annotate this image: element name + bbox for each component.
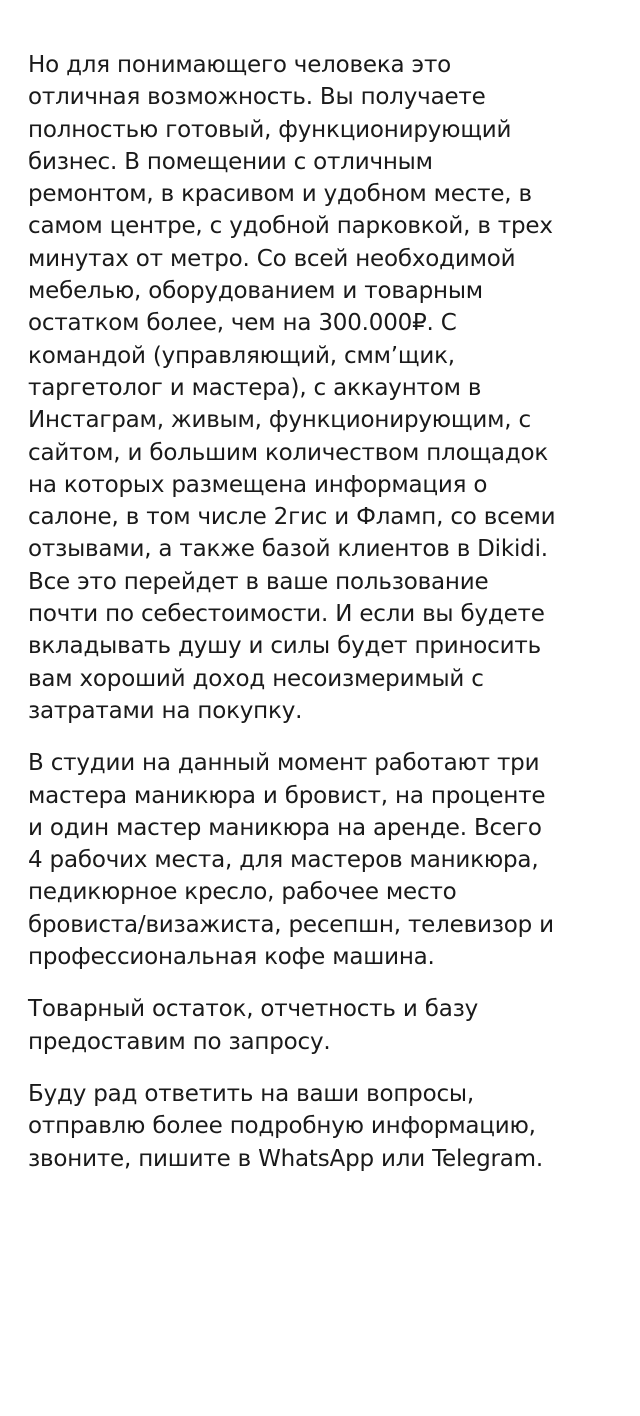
description-line: вкладывать душу и силы будет приносить [28, 633, 541, 660]
description-line: на которых размещена информация о [28, 471, 488, 498]
description-line: Товарный остаток, отчетность и базу [28, 996, 479, 1023]
description-line: мастера маникюра и бровист, на проценте [28, 782, 546, 809]
description-line: почти по себестоимости. И если вы будете [28, 601, 545, 628]
description-line: командой (управляющий, смм’щик, [28, 342, 455, 369]
description-line: вам хороший доход несоизмеримый с [28, 665, 484, 692]
description-line: салоне, в том числе 2гис и Фламп, со всеми [28, 504, 556, 531]
description-line: самом центре, с удобной парковкой, в трех [28, 213, 553, 240]
description-line: Буду рад ответить на ваши вопросы, [28, 1080, 474, 1107]
description-line: Но для понимающего человека это [28, 52, 452, 78]
description-line: отправлю более подробную информацию, [28, 1113, 536, 1140]
description-line: звоните, пишите в WhatsApp или Telegram. [28, 1145, 543, 1172]
description-line: и один мастер маникюра на аренде. Всего [28, 814, 542, 841]
description-line: остатком более, чем на 300.000₽. С [28, 310, 457, 337]
description-line: педикюрное кресло, рабочее место [28, 879, 457, 906]
description-line: бизнес. В помещении с отличным [28, 148, 433, 175]
description-line: отличная возможность. Вы получаете [28, 84, 486, 111]
description-line: сайтом, и большим количеством площадок [28, 439, 549, 466]
description-line: 4 рабочих места, для мастеров маникюра, [28, 847, 539, 874]
description-line: таргетолог и мастера), с аккаунтом в [28, 374, 482, 401]
listing-description [28, 49, 628, 1195]
description-line: отзывами, а также базой клиентов в Dikidi. [28, 536, 548, 563]
description-line: бровиста/визажиста, ресепшн, телевизор и [28, 911, 554, 938]
description-paragraph [28, 1078, 628, 1175]
description-line: Инстаграм, живым, функционирующим, с [28, 407, 531, 434]
description-line: ремонтом, в красивом и удобном месте, в [28, 181, 532, 208]
description-paragraph [28, 49, 628, 727]
description-line: мебелью, оборудованием и товарным [28, 278, 483, 305]
description-line: В студии на данный момент работают три [28, 750, 540, 777]
description-line: профессиональная кофе машина. [28, 944, 435, 971]
description-line: затратами на покупку. [28, 697, 303, 724]
description-line: предоставим по запросу. [28, 1028, 331, 1055]
description-line: Все это перейдет в ваше пользование [28, 568, 489, 595]
description-paragraph [28, 747, 628, 973]
description-line: полностью готовый, функционирующий [28, 116, 512, 143]
description-paragraph [28, 993, 628, 1058]
description-line: минутах от метро. Со всей необходимой [28, 245, 516, 272]
